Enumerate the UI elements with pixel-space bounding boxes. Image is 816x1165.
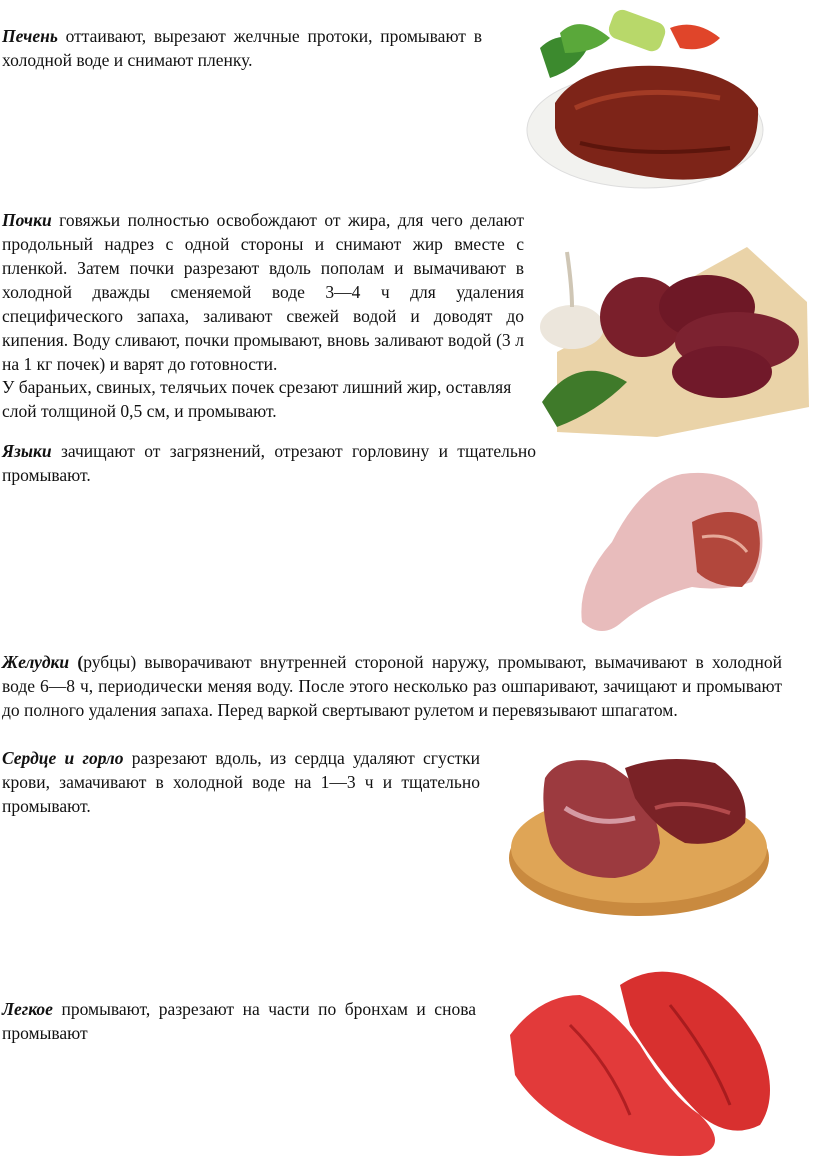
liver-text: оттаивают, вырезают желчные протоки, промывают в холодной воде и снимают пленку. <box>2 26 482 70</box>
stomachs-paren: ( <box>69 652 84 672</box>
lungs-paragraph <box>2 997 476 1045</box>
liver-image <box>520 8 770 193</box>
heart-text: разрезают вдоль, из сердца удаляют сгустки крови, замачивают в холодной воде на 1—3 ч и тщательно промывают. <box>2 748 480 816</box>
lungs-term: Легкое <box>2 999 53 1019</box>
liver-paragraph <box>2 24 482 72</box>
liver-term: Печень <box>2 26 58 46</box>
kidneys-paragraph-2 <box>2 375 522 423</box>
kidneys-term: Почки <box>2 210 52 230</box>
kidneys-text-2: У бараньих, свиных, телячьих почек срезают лишний жир, оставляя слой толщиной 0,5 см, и промывают. <box>2 377 512 421</box>
kidneys-text: говяжьи полностью освобождают от жира, для чего делают продольный надрез с одной стороны и снимают жир вместе с пленкой. Затем почки разрезают вдоль пополам и вымачивают в холодной дважды сменяемой воде 3—4 ч для удаления специфического запаха, заливают свежей водой и доводят до кипения. Воду сливают, почки промывают, вновь заливают водой (3 л на 1 кг почек) и варят до готовности. <box>2 210 524 374</box>
tongues-text: зачищают от загрязнений, отрезают горловину и тщательно промывают. <box>2 441 536 485</box>
kidneys-image <box>537 232 809 437</box>
kidneys-paragraph <box>2 208 524 376</box>
heart-image <box>505 748 773 920</box>
heart-paragraph <box>2 746 480 818</box>
tongue-image <box>572 462 772 637</box>
lungs-text: промывают, разрезают на части по бронхам и снова промывают <box>2 999 476 1043</box>
stomachs-term: Желудки <box>2 652 70 672</box>
stomachs-text: рубцы) выворачивают внутренней стороной наружу, промывают, вымачивают в холодной воде 6—8 ч, периодически меняя воду. После этого несколько раз ошпаривают, зачищают и промывают до полного удаления запаха. Перед варкой свертывают рулетом и перевязывают шпагатом. <box>2 652 782 720</box>
stomachs-paragraph <box>2 650 782 722</box>
tongues-term: Языки <box>2 441 52 461</box>
heart-term: Сердце и горло <box>2 748 124 768</box>
tongues-paragraph <box>2 439 536 487</box>
lungs-image <box>500 965 790 1160</box>
